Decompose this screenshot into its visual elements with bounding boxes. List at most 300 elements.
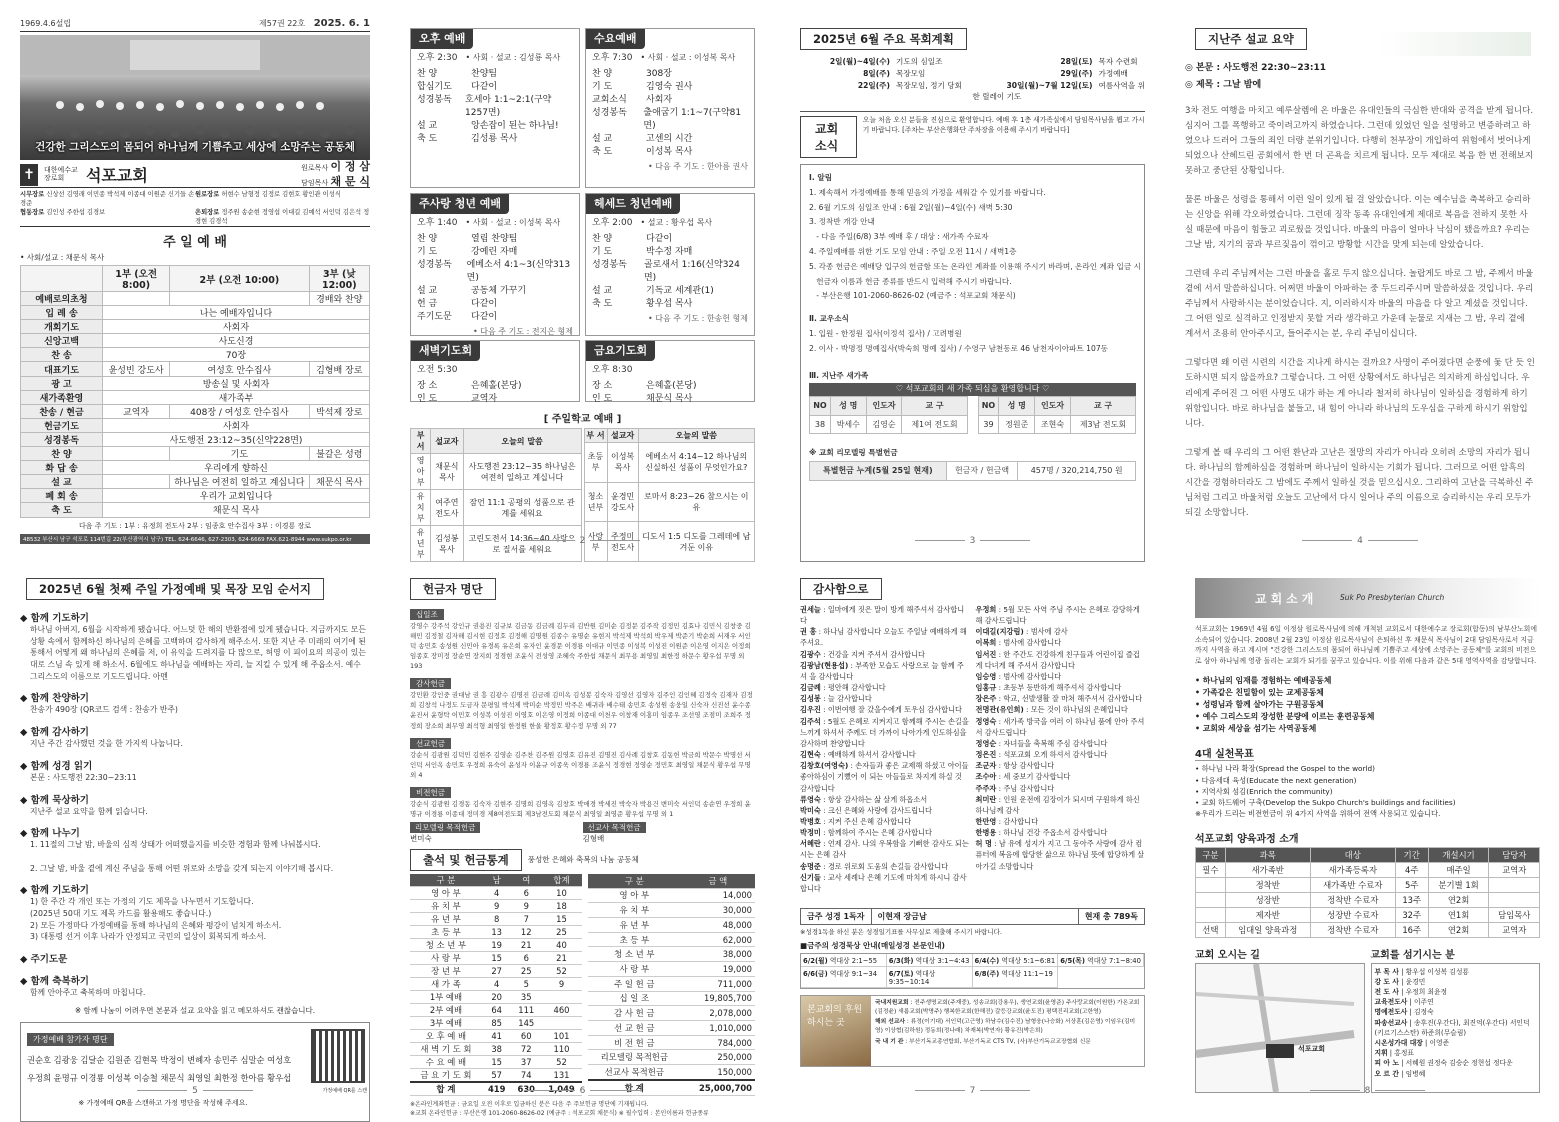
section-text: 하나님 아버지, 6월을 시작하게 됐습니다. 어느덧 한 해의 반환점에 있게 됐습니다. 지금까지도 모든 상황 속에서 함께하신 하나님의 은혜를 고백하며 감사하게 해주소서. 또한 지난 주 미래의 여기에 된 통해서 어떻게 왜 하나님의 은혜를 저, 이 유익을 드려지를 다 많으로, 허영 이 피이요의 의공이 있는 대로 스님 속 있게 해 하소서. 6월에도 하나님을 예배하는 자리, 늘 지킬 수 있게 해 주옵소서. 예수 그리스도의 이름으로 기도드립니다. 아멘	[30, 625, 366, 681]
news-intro: 오늘 처음 오신 분들을 진심으로 환영합니다. 예배 후 1층 새가족실에서 담임목사님을 뵙고 가시기 바랍니다. [주차는 부산은행화단 주차장을 이용해 주시기 바랍니다]	[862, 116, 1145, 134]
purpose-offerings: 리모델링 목적헌금 변미숙 선교사 목적헌금 김형배	[410, 822, 755, 844]
training-row: 선택 임대일 양육과정 정착반 수료자 16주 연2회 교역자	[1196, 922, 1540, 937]
participants-note: ※ 가정예배 QR을 스캔하고 가정 명단을 작성해 주세요.	[78, 1098, 248, 1107]
sermon-body	[1185, 104, 1535, 521]
remodel-fund: 특별헌금 누계(5월 25일 현재) 헌금자 / 헌금액 457명 / 320,214,750 원	[809, 461, 1136, 481]
service-item: 기 도 김영숙 권사	[592, 82, 693, 93]
thanks-item: 박미숙 : 크신 은혜와 사랑에 감사드립니다	[800, 805, 932, 815]
directions-title: 교회 오시는 길	[1195, 949, 1260, 961]
attendance-row: 오 후 예 배 41 60 101	[410, 1029, 582, 1042]
attendance-row: 초 등 부 13 12 25	[410, 925, 582, 938]
intro-header	[1195, 578, 1540, 618]
section-heading: ◆ 함께 묵상하기	[20, 794, 89, 806]
attendance-row: 새 가 족 4 5 9	[410, 977, 582, 990]
offering-row: 주 일 헌 금 711,000	[588, 976, 755, 991]
offering-row: 청 소 년 부 38,000	[588, 947, 755, 962]
section-text: 찬송가 490장 (QR코드 검색 : 찬송가 반주)	[30, 705, 178, 715]
ministry-item: • 성령님과 함께 살아가는 구원공동체	[1195, 699, 1324, 709]
bible-day: 6/6(금) 역대상 9:1~34	[801, 967, 887, 988]
offering-group-title: 감사헌금	[410, 678, 451, 689]
ministry-item: • 예수 그리스도의 장성한 분량에 이르는 훈련공동체	[1195, 712, 1375, 722]
worship-row: 화 답 송 우리에게 향하신	[21, 461, 370, 475]
sermon-paragraph: 그렇다면 왜 이런 시련의 시간을 지나게 하시는 걸까요? 사명이 주어졌다면 순풍에 돛 단 듯 인도하시면 되지 않을까요? 그렇습니다. 그 어떤 상황에서도 하나님은 의지하게 하심입니다. 우리에게 주어진 그 어떤 사명도 내가 하는 게 아니라 철저히 하나님이 일하심을 경험하게 하기 위함입니다. 바로 하나님을 붙들고, 내 힘이 아니라 하나님의 도우심을 구하게 하시기 위함입니다.	[1185, 358, 1535, 429]
attendance-table: 구 분 남 여 합계 영 아 부 4 6 10 유 치 부 9 9 18 유 년 부 8 7 15 초 등 부 13 12 25 청 소 년 부 19 21 40 사 랑 부 15 6 21 장 년 부 27 25 52 새 가 족 4 5 9 1부 예배 20 35 2부 예배 64 111 460 3부 예배 85 145 오 후 예 배 41 60 101 새 벽 기 도 회 38 72 110 수 요 예 배 15 37 52 금 요 기 도 회 57 74 131 합 계 419 630 1,049	[410, 874, 582, 1096]
church-name: 석포교회	[86, 166, 148, 185]
service-item: 합심기도 다같이	[417, 82, 498, 93]
plan-title: 2025년 6월 주요 목회계획	[800, 28, 967, 50]
bible-reading-note: ※성경1독을 하신 분은 성경일기표를 사무실로 제출해 주시기 바랍니다.	[800, 928, 1002, 936]
service-item: 설 교 고센의 시간	[592, 134, 693, 145]
section-text: 함께 안아주고 축복하며 마칩니다.	[30, 988, 146, 997]
mission-row: 국 내 기 관 : 부산기독교총연합회, 부산기독교 CTS TV, (사)부산기독교교장협회 신문	[875, 1038, 1091, 1045]
pastors: 원로목사 이 정 삼 담임목사 채 문 식	[301, 160, 370, 188]
worship-row: 찬송 / 현금 교역자 408장 / 여성호 안수집사 박석제 장로	[21, 404, 370, 418]
service-item: 설 교 앙손잡이 된는 하나님!	[417, 121, 559, 132]
service-item: 성경봉독 골로새서 1:16(신약324면)	[592, 260, 740, 284]
thanks-item: 임승영 : 범사에 감사합니다	[975, 671, 1062, 681]
thanks-item: 정영순 : 자녀들을 축복해 주심 감사합니다	[975, 738, 1108, 748]
thanks-item: 장은주 : 학교, 선발생활 잘 마쳐 해주셔서 감사합니다	[975, 694, 1143, 704]
thanks-item: 조수아 : 세 중보기 감사합니다	[975, 772, 1071, 782]
sunday-school-title: [ 주일학교 예배 ]	[543, 414, 622, 425]
sunday-school-left: 부 서 설교자 오늘의 말씀 영아부 채문식 목사 사도행전 23:12~35 하나님은 여전히 일하고 계십니다 유치부 여주연 전도사 잠언 11:1 공평의 성품으로 관계를 세워요 유년부 김성봉 목사 고린도전서 14:36~40 사랑으로 질서를 세워요	[410, 428, 582, 562]
attendance-row: 3부 예배 85 145	[410, 1016, 582, 1029]
plan-item: 29일(주) 가정예배	[1060, 68, 1128, 78]
staff-item: 전 도 사 | 우정희 최윤정	[1374, 988, 1448, 997]
sermon-paragraph: 그런데 우리 주님께서는 그런 바울을 홀로 두지 않으십니다. 놀랍게도 바로 그 밤, 주께서 바울 곁에 서서 말씀하십니다. 어쩌면 바울이 아파하는 중 두드리주시며 말씀하셨을 것입니다. 우리 주님께서 사랑하시는 분이었습니다. 지, 이러하시자 바울의 마음을 다 알고 계셨을 것입니다. 그 어떤 일로 실격하고 인정받지 못할 거라 생각하고 가운데 눈물로 지새는 그 밤, 우리 곁에 계셔서 조용히 안아주시고, 들어주시는 분, 우리 주님이십니다.	[1185, 269, 1534, 340]
mission-bar: 본교회의 후원하시는 곳	[801, 996, 871, 1066]
service-leader: • 사회 · 설교 : 이성복 목사	[465, 217, 561, 227]
cross-logo-icon: ✝	[20, 164, 38, 186]
service-item: 성경봉독 호세아 1:1~2:1(구약1257면)	[417, 95, 552, 119]
plan-list	[800, 56, 1145, 103]
school-row: 유년부 김성봉 목사 고린도전서 14:36~40 사랑으로 질서를 세워요	[411, 526, 582, 562]
map-graphic	[1196, 964, 1354, 1092]
section-heading: ◆ 함께 나누기	[20, 828, 80, 840]
service-title: 오후 예배	[411, 29, 473, 49]
page-1	[20, 18, 370, 543]
training-table: 구분 과목 대상 기간 개설시기 담당자 필수 새가족반 새가족등록자 4주 매주일 교역자 정착반 새가족반 수료자 5주 분기별 1회 성장반 정착반 수료자 13주 연2회 제자반 성장반 수료자 32주 연1회 담임목사 선택 임대일 양육과정 정착반 수료자 16주 연2회 교역자	[1195, 847, 1540, 938]
elders-list: 시무장로 신상선 김영래 이민종 박석제 이종대 이원준 신기들 손경준 원로장로 허현수 남형정 김정로 김현호 황인관 이성식 협동장로 김인성 주한섭 김경보 은퇴장로 정주원 송순현 정영섭 이대길 김예석 서인덕 김은석 정경현 김경석	[20, 188, 370, 227]
service-item: 기 도 박수정 자매	[592, 247, 693, 258]
goal-item: • 하나님 나라 확장(Spread the Gospel to the world)	[1195, 764, 1376, 774]
training-row: 제자반 성장반 수료자 32주 연1회 담임목사	[1196, 907, 1540, 922]
worship-leader: • 사회/설교 : 채문식 목사	[20, 253, 105, 262]
worship-row: 성경봉독 사도행전 23:12~35(신약228면)	[21, 432, 370, 446]
worship-row: 설 교 하나님은 여전히 일하고 계십니다 채문식 목사	[21, 475, 370, 489]
offering-group-title: 선교헌금	[410, 738, 451, 749]
new-family-right: NO 성 명 인도자 교 구 39 정원준 조현숙 제3남 전도회	[978, 396, 1137, 434]
service-item: 장 소 은혜홀(본당)	[417, 380, 522, 391]
service-item: 헌 금 다같이	[417, 299, 498, 310]
notice-item: 2. 6월 기도의 심일조 안내 : 6월 2일(월)~4일(수) 새벽 5:30	[809, 202, 1013, 212]
congregation-photo	[20, 35, 370, 160]
thanks-item: 김우진 : 이번여행 잘 갔을수에게 토우심 감사합니다	[800, 705, 962, 715]
page-number: 5	[20, 1086, 370, 1096]
mission-row: 국내지원교회 : 전주생명교회(주재중), 성송교회(강용우), 생연교회(윤영준) 주사랑교회(이원한) 가온교회(김정윤) 새롬교회(박명주) 행복한교회(한해진) 갈등강교회(윤도진) 평택진리교회(고한영)	[875, 1000, 1140, 1015]
sermon-paragraph: 3차 전도 여행을 마치고 예루살렘에 온 바울은 유대인들의 극심한 반대와 공격을 받게 됩니다. 심지어 그를 폭행하고 죽이려고까지 하였습니다. 그런데 있었던 일을 설명하고 변증하려고 하였으나 드러어 그들의 죄인 더량 분위기입니다. 다행히 천부장이 개입하여 위험에서 벗어나게 되었으나 산헤드린 공회에서 한 번 더 곤욕을 치르게 됩니다. 모두 제대로 복음 한 번 전해보지 못하고 중단된 상황입니다.	[1185, 106, 1534, 177]
notice-item: 5. 각종 헌금은 예배당 입구의 헌금함 또는 온라인 계좌를 이용해 주시기 바라며, 온라인 계좌 입금 시	[809, 261, 1141, 271]
offering-table: 구 분 금 액 영 아 부 14,000 유 치 부 30,000 유 년 부 48,000 초 등 부 62,000 청 소 년 부 38,000 사 랑 부 19,000 주 일 헌 금 711,000 십 일 조 19,805,700 감 사 헌 금 2,078,000 선 교 헌 금 1,010,000 비 전 헌 금 784,000 리모델링 목적헌금 250,000 선교사 목적헌금 150,000 합 계 25,000,700	[588, 874, 755, 1096]
attendance-row: 유 치 부 9 9 18	[410, 899, 582, 912]
school-row: 초등부 이성복 목사 에베소서 4:14~12 하나님의 신실하신 성품이 무엇인가요?	[584, 443, 755, 483]
school-row: 사랑부 주정미 전도사 디도서 1:5 디도를 그레데에 남겨둔 이유	[584, 522, 755, 562]
service-item: 찬 양 열림 찬양팀	[417, 233, 518, 244]
bible-day: 6/3(화) 역대상 3:1~4:43	[887, 954, 973, 967]
offering-row: 선 교 헌 금 1,010,000	[588, 1021, 755, 1036]
thanks-item: 한만영 : 감사합니다	[975, 816, 1039, 826]
notice-list	[809, 186, 1141, 304]
notice-item: 1. 제속해서 가정예배를 통해 믿음의 가정을 세워갈 수 있기를 바랍니다.	[809, 187, 1046, 197]
thanks-item: 주주자 : 주님 감사합니다	[975, 783, 1055, 793]
staff-item: 강 도 사 | 윤경민	[1374, 977, 1426, 986]
thanks-item: 김주석 : 5월도 은혜로 지켜지고 함께해 주시는 손길을 느끼게 하셔서 주께도 더 가까이 나아가게 인도하심을 감사하며 찬양합니다	[800, 716, 969, 748]
four-goals-title: 4대 실천목표	[1195, 745, 1254, 761]
service-item: 축 도 김성룡 목사	[417, 134, 518, 145]
church-address: 48532 부산시 남구 석포로 114번길 22(부산광역시 남구) TEL. 624-6646, 627-2303, 624-6669 FAX.621-8944 www.sukpo.or.kr	[20, 534, 370, 544]
bible-day: 6/2(월) 역대상 2:1~55	[801, 954, 887, 967]
training-row: 성장반 정착반 수료자 13주 연2회	[1196, 892, 1540, 907]
section-heading: ◆ 함께 감사하기	[20, 727, 89, 739]
offering-row: 십 일 조 19,805,700	[588, 991, 755, 1006]
attendance-row: 2부 예배 64 111 460	[410, 1003, 582, 1016]
intro-title: 교회소개	[1255, 592, 1318, 606]
page-7	[800, 578, 1145, 1098]
offering-row: 감 사 헌 금 2,078,000	[588, 1006, 755, 1021]
thanks-title: 감사함으로	[800, 578, 882, 600]
sermon-summary-title: 지난주 설교 요약	[1195, 28, 1307, 50]
worship-row: 찬 양 기도 불갈은 성령	[21, 447, 370, 461]
offering-row: 선교사 목적헌금 150,000	[588, 1065, 755, 1080]
stats-note: ※온라인계좌헌금 : 금요일 오전 이후로 입금하신 분은 다음 주 주보헌금 명단에 기재됩니다. ※교회 온라인헌금 : 부산은행 101-2060-8626-02 (예금주 : 석포교회 채문식) ※ 필수입력 : 본인이름과 헌금종류	[410, 1100, 709, 1117]
offering-row: 유 년 부 48,000	[588, 917, 755, 932]
thanks-item: 정은진 : 석포교회 오게 하셔서 감사합니다	[975, 750, 1108, 760]
page-5	[20, 578, 370, 1107]
thanks-item: 임서진 : 한 주간도 건강하게 친구들과 어린이집 즐겁게 다녀게 해 주셔서 감사합니다	[975, 649, 1140, 670]
section-text: 1) 한 주간 각 개인 또는 가정의 기도 제목을 나누면서 기도합니다. (2025년 50대 기도 제목 카드를 활용해도 좋습니다.) 2) 모든 가정마다 가정예배를 통해 하나님의 은혜와 평강이 넘치게 하소서. 3) 대통령 선거 이후 나라가 안정되고 국민의 일상이 회복되게 하소서.	[30, 897, 282, 942]
vision-banner: 건강한 그리스도의 몸되어 하나님께 기쁨주고 세상에 소망주는 공동체	[35, 141, 355, 153]
service-item: 인 도 교역자	[417, 394, 498, 405]
section-heading: ◆ 함께 기도하기	[20, 885, 89, 897]
section-heading: ◆ 함께 기도하기	[20, 613, 89, 624]
worship-row: 찬 송 70장	[21, 348, 370, 362]
attendance-row: 사 랑 부 15 6 21	[410, 951, 582, 964]
service-title: 주사랑 청년 예배	[411, 194, 509, 214]
thanks-left	[800, 604, 970, 904]
plan-item: 8일(주) 목장모임	[863, 68, 926, 78]
thanks-item: 한병용 : 하나님 건강 주옵소서 감사합니다	[975, 828, 1108, 838]
thanks-item: 김광수 : 건강을 지켜 주셔서 감사합니다	[800, 649, 925, 659]
page-4	[1185, 28, 1535, 548]
masthead	[20, 18, 370, 32]
ministry-item: • 가족같은 친밀함이 있는 교제공동체	[1195, 687, 1324, 697]
offering-names	[410, 602, 755, 819]
worship-title: 주 일 예 배	[163, 235, 227, 250]
sunday-school-right: 부 서 설교자 오늘의 말씀 초등부 이성복 목사 에베소서 4:14~12 하나님의 신실하신 성품이 무엇인가요? 청소년부 윤경민 강도사 로마서 8:23~26 참으시는 이유 사랑부 주정미 전도사 디도서 1:5 디도를 그레데에 남겨둔 이유	[584, 428, 756, 562]
service-leader: • 설교 : 황우섭 목사	[640, 217, 713, 227]
page-number: 7	[800, 1086, 1145, 1096]
map	[1195, 963, 1365, 1093]
section-text: 1. 11절의 그날 밤, 바울의 심적 상태가 어떠했을지를 비슷한 경험과 함께 나눠봅시다. 2. 그날 밤, 바울 곁에 계신 주님을 통해 어떤 위로와 소망을 갖게 되는지 이야기해 봅시다.	[30, 840, 334, 873]
service-leader: • 사회 · 설교 : 이성복 목사	[640, 52, 736, 62]
participants-line-1: 권순호 김광웅 김달순 김원준 김현목 박정이 변혜자 송민주 심말순 여성호	[27, 1054, 292, 1065]
offering-group-names: 강순식 김광원 김경동 김숙자 김현주 김명희 김영옥 김창호 박애경 박세진 박숙자 박용건 변미숙 서인덕 송순연 우정희 윤명규 이경룡 이종대 정미경 제8여전도회 제3남전도회 채문식 최영일 최영준 황우섭 무명 외 1	[410, 799, 751, 818]
plan-item: 22일(주) 목장모임, 정기 당회	[857, 80, 962, 90]
ministry-item: • 교회와 세상을 섬기는 사역공동체	[1195, 724, 1317, 734]
thanks-item: 권세늘 : 일마에게 짓은 말이 방게 해주셔서 감사합니다	[800, 605, 965, 626]
five-ministries	[1195, 675, 1540, 735]
section-text: 본문 : 사도행전 22:30~23:11	[30, 772, 137, 782]
service-item: 성경봉독 에베소서 4:1~3(신약313면)	[417, 260, 571, 284]
service-time: 오후 2:00	[592, 217, 633, 228]
qr-code-icon	[313, 1031, 363, 1081]
offering-row: 리모델링 목적헌금 250,000	[588, 1050, 755, 1065]
plan-item: 30일(월)~7월 12일(토) 여름사역을 위한 릴레이 기도	[972, 80, 1145, 102]
service-box	[585, 28, 755, 188]
service-item: 축 도 황우섭 목사	[592, 299, 693, 310]
participants-line-2: 우정희 윤명규 이경룡 이성복 이승철 채문식 최영일 최한정 한아름 황우섭	[27, 1072, 292, 1083]
map-church-label: 석포교회	[1298, 1044, 1326, 1053]
bible-reading-bar: 금주 성경 1독자 이현재 장금남 현재 총 789독	[800, 908, 1145, 925]
thanks-item: 서혜란 : 언제 감사. 나의 우복함을 기뻐한 감사도 되는 시는 은혜 감사	[800, 839, 969, 860]
service-note: • 다음 주 기도 : 한아름 권사	[648, 162, 748, 172]
staff-item: 교육전도사 | 이주연	[1374, 998, 1434, 1007]
thanks-item: 이대길(지강림) : 범사에 감사	[975, 627, 1068, 637]
thanks-right	[976, 604, 1146, 904]
sermon-text: ◎ 본문 : 사도행전 22:30~23:11	[1185, 63, 1326, 73]
worship-order-table: 1부 (오전 8:00) 2부 (오전 10:00) 3부 (낮 12:00) 예배로의초청 경배와 찬양 입 례 송 나는 예배자입니다 개회기도 사회자 신앙고백 사도신경 찬 송 70장 대표기도 윤성빈 강도사 여성호 안수집사 김형배 장로 광 고 방송실 및 사회자 새가족환영 새가족부 찬송 / 현금 교역자 408장 / 여성호 안수집사 박석제 장로 헌금기도 사회자 성경봉독 사도행전 23:12~35(신약228면) 찬 양 기도 불갈은 성령 화 답 송 우리에게 향하신 설 교 하나님은 여전히 일하고 계십니다 채문식 목사 폐 회 송 우리가 교회입니다 축 도 채문식 목사	[20, 265, 370, 518]
service-item: 축 도 이성복 목사	[592, 147, 693, 158]
school-row: 영아부 채문식 목사 사도행전 23:12~35 하나님은 여전히 일하고 계십니다	[411, 454, 582, 490]
service-title: 금요기도회	[586, 341, 655, 361]
family-worship-title: 2025년 6월 첫째 주일 가정예배 및 목장 모임 순서지	[26, 578, 324, 600]
training-title: 석포교회 양육과정 소개	[1195, 833, 1299, 845]
offering-row: 영 아 부 14,000	[588, 888, 755, 903]
founded-date: 1969.4.6설립	[20, 19, 72, 28]
section-heading: ◆ 함께 찬양하기	[20, 693, 89, 705]
service-item: 설 교 기독교 세계관(1)	[592, 286, 714, 297]
bible-day: 6/5(목) 역대상 7:1~8:40	[1058, 954, 1144, 967]
offering-group-title: 비전헌금	[410, 787, 451, 798]
page-number: 3	[800, 536, 1145, 546]
member-item: 1. 입원 - 한정원 집사(이정석 집사) / 고려병원	[809, 329, 962, 339]
member-news	[809, 327, 1136, 357]
page-number: 4	[1185, 536, 1535, 546]
thanks-item: 우정희 : 5월 모든 사역 주님 주시는 은혜로 감당하게 해 감사드립니다	[975, 605, 1140, 626]
staff-item: 명예전도사 | 김정숙	[1374, 1008, 1434, 1017]
participants-box	[20, 1022, 370, 1122]
attendance-row: 1부 예배 20 35	[410, 990, 582, 1003]
plan-item: 2일(월)~4일(수) 기도의 심일조	[829, 57, 943, 66]
stats-subtitle: 풍성한 은혜와 축복의 나눔 공동체	[527, 855, 639, 865]
sermon-title: ◎ 제목 : 그날 밤에	[1185, 80, 1262, 90]
volume: 제57권	[259, 19, 285, 28]
thanks-item: 박정미 : 함께하여 주시는 은혜 감사합니다	[800, 828, 932, 838]
worship-row: 헌금기도 사회자	[21, 418, 370, 432]
worship-row: 폐 회 송 우리가 교회입니다	[21, 489, 370, 503]
goal-item: • 교회 하드웨어 구축(Develop the Sukpo Church's buildings and facilities)	[1195, 798, 1456, 808]
service-box	[585, 340, 755, 405]
offering-group-title: 십일조	[410, 609, 444, 620]
notice-item: - 부산은행 101-2060-8626-02 (예금주 : 석포교회 채문식)	[809, 291, 1016, 301]
service-time: 오후 2:30	[417, 52, 458, 63]
attendance-row: 영 아 부 4 6 10	[410, 886, 582, 899]
worship-row: 예배로의초청 경배와 찬양	[21, 292, 370, 306]
service-title: 헤세드 청년예배	[586, 194, 680, 214]
page-number: 8	[1195, 1086, 1540, 1096]
service-item: 성경봉독 출애굽기 1:1~7(구약81면)	[592, 108, 742, 132]
family-worship-order	[20, 610, 370, 999]
stats-title: 출석 및 헌금통계	[410, 849, 522, 871]
senior-pastor: 채 문 식	[330, 174, 370, 188]
bible-plan	[800, 953, 1145, 989]
page-number: 6	[410, 1086, 755, 1096]
bible-day: 6/8(주) 역대상 11:1~19	[973, 967, 1059, 988]
thanks-item: 김현숙 : 예배하게 하셔서 감사합니다	[800, 750, 916, 760]
service-item: 교회소식 사회자	[592, 95, 673, 106]
attendance-row: 새 벽 기 도 회 38 72 110	[410, 1042, 582, 1055]
service-box	[585, 193, 755, 336]
section-text: 지난주 설교 요약을 함께 읽습니다.	[30, 806, 148, 816]
worship-row: 신앙고백 사도신경	[21, 334, 370, 348]
offering-row: 사 랑 부 19,000	[588, 962, 755, 977]
attendance-row: 장 년 부 27 25 52	[410, 964, 582, 977]
notice-item: 4. 주일예배를 위한 기도 모임 안내 : 주일 오전 11시 / 새벽1층	[809, 247, 1017, 257]
page-3	[800, 28, 1145, 548]
thanks-item: 신기들 : 교사 세례나 은혜 기도에 마치게 하시니 감사합니다	[800, 872, 967, 893]
section-heading: ◆ 함께 성경 읽기	[20, 760, 93, 772]
page-2	[410, 28, 755, 559]
service-note: • 다음 주 기도 : 한송헌 형제	[648, 314, 748, 324]
offering-group-names: 강민환 강인중 권대남 권 흥 김광수 김명진 김금례 김미옥 김성봉 김숙자 김영선 김영자 김주인 김인혜 김정숙 김재자 김정희 김창석 나정도 도금자 문평일 박석제 박미순 박정민 박주은 배귀라 배수태 송민호 송성원 송웅일 신숙자 신진선 윤수종 윤진서 윤형탁 이민호 이성복 이성진 이영호 이은영 이정희 이종대 이천우 이창재 이홍미 임종우 조선영 조점미 조희주 정정희 장소희 최무영 최석형 최영일 한정원 한울 황정호 황수정 무명 외 77	[410, 691, 753, 730]
new-family-left: NO 성 명 인도자 교 구 38 박세수 김영순 제1여 전도회	[809, 396, 968, 434]
plan-item: 28일(토) 목자 수련회	[1060, 57, 1138, 66]
school-row: 청소년부 윤경민 강도사 로마서 8:23~26 참으시는 이유	[584, 482, 755, 522]
thanks-item: 김창호(여영숙) : 손자들과 좋은 교제해 하셨고 아이들 좋아하심이 기뻤어 이 되는 아들들로 차지게 하실 것 감사합니다	[800, 761, 969, 793]
thanks-item: 김성봉 : 늘 감사합니다	[800, 694, 872, 704]
mission-box	[800, 995, 1145, 1067]
page-number: 2	[410, 536, 755, 546]
attendance-row: 금 요 기 도 회 57 74 131	[410, 1068, 582, 1082]
news-title: 교회소식	[800, 116, 857, 158]
pastor-emeritus: 이 정 삼	[330, 160, 370, 174]
worship-row: 축 도 채문식 목사	[21, 503, 370, 517]
training-row: 필수 새가족반 새가족등록자 4주 매주일 교역자	[1196, 862, 1540, 877]
section-heading: ◆ 주기도문	[20, 954, 68, 965]
service-box	[410, 28, 580, 188]
worship-row: 새가족환영 새가족부	[21, 390, 370, 404]
staff-list	[1371, 963, 1541, 1093]
news-box: Ⅰ. 알림 1. 제속해서 가정예배를 통해 믿음의 가정을 세워갈 수 있기를 바랍니다. 2. 6월 기도의 심일조 안내 : 6월 2일(월)~4일(수) 새벽 5:30 3. 정착반 개강 안내 - 다음 주일(6/8) 3부 예배 후 / 대상 : 새가족 수료자 4. 주일예배를 위한 기도 모임 안내 : 주일 오전 11시 / 새벽1층 5. 각종 헌금은 예배당 입구의 헌금함 또는 온라인 계좌를 이용해 주시기 바라며, 온라인 계좌 입금 시 헌금자 이름과 헌금 종류를 반드시 입력해 주시기 바랍니다. - 부산은행 101-2060-8626-02 (예금주 : 석포교회 채문식) Ⅱ. 교우소식 1. 입원 - 한정원 집사(이정석 집사) / 고려병원 2. 이사 - 박명정 명예집사(박숙희 명예 집사) / 수영구 남천동로 46 남천자이아파트 107동 Ⅲ. 지난주 새가족 ♡ 석포교회의 새 가족 되심을 환영합니다 ♡ NO 성 명 인도자 교 구 38 박세수 김영순 제1여 전도회 NO 성 명 인도자 교 구 39 정원준 조현숙 제3남 전도회 ※ 교회 리모델링 특별헌금 특별헌금 누계(5월 25일 현재) 헌금자 / 헌금액 457명 / 320,214,750 원	[800, 164, 1145, 562]
church-id-bar	[20, 162, 370, 188]
staff-item: 지휘 | 홍정표	[1374, 1049, 1414, 1058]
notice-item: - 다음 주일(6/8) 3부 예배 후 / 대상 : 새가족 수료자	[809, 232, 989, 242]
service-time: 오후 8:30	[592, 364, 633, 375]
offering-group-names: 강순식 김광원 김덕민 김현주 김영순 김주찬 김주원 김영호 김유진 김명진 김사례 김창호 김동헌 박금희 박문수 박명선 서인덕 서인옥 송민호 우정희 유숙이 윤성자 이윤규 이종욱 이경룡 조윤식 정경현 정영순 정민호 최영일 채문식 황우섭 무명 외 4	[410, 750, 751, 779]
worship-row: 개회기도 사회자	[21, 320, 370, 334]
member-item: 2. 이사 - 박명정 명예집사(박숙희 명예 집사) / 수영구 남천동로 46 남천자이아파트 107동	[809, 343, 1108, 353]
school-row: 유치부 여주연 전도사 잠언 11:1 공평의 성품으로 관계를 세워요	[411, 490, 582, 526]
staff-item: 시온성가대 대장 | 이영준	[1374, 1039, 1450, 1047]
offering-group-names: 강영수 강주석 강인규 권용진 김규보 김금동 김금례 김두리 김반원 김미순 김정문 김주작 김정민 김효나 김민식 김창중 김해민 김정철 김자해 김시현 김정호 김정해 김명원 김종수 유명순 유현지 박석제 박석희 박우제 박준기 박순희 서재우 서인덕 송민호 송성원 신민아 유경록 유은희 유자인 윤경문 이경룡 이대규 이민종 이성복 이성진 이원준 이은영 이지은 이정희 임종호 장미정 장순연 장지희 정경현 조윤식 전성영 조혜숙 주한섭 채문식 최무용 최영일 최한정 하문수 황우섭 무명 외 193	[410, 622, 751, 671]
issue: 22호	[287, 19, 306, 28]
worship-row: 광 고 방송실 및 사회자	[21, 376, 370, 390]
thanks-item: 정영숙 : 새가족 방국을 여러 이 하나님 품에 안아 주셔서 감사드립니다	[975, 716, 1145, 737]
notice-item: 3. 정착반 개강 안내	[809, 217, 875, 227]
service-item: 찬 양 308장	[592, 68, 672, 79]
four-goals	[1195, 763, 1540, 819]
attendance-row: 청 소 년 부 19 21 40	[410, 938, 582, 951]
thanks-item: 송명준 : 경로 위로회 도움의 손길들 감사합니다	[800, 861, 949, 871]
service-item: 인 도 채문식 목사	[592, 394, 693, 405]
thanks-item: 임홍규 : 초등부 등반하게 해주셔서 감사합니다	[975, 683, 1122, 693]
sermon-paragraph: 그렇게 볼 때 우리의 그 어떤 환난과 고난은 절망의 자리가 아니라 오히려 소망의 자리가 됩니다. 하나님의 함께하심을 경험하며 하나님이 일하시는 기회가 됩니다. 그러므로 어떤 암흑의 시간을 경험하더라도 그 밤에도 주께서 일하실 것을 믿으십시오. 그리하여 고난을 극복하신 주님처럼 그리고 바울처럼 오늘도 고난에서 다시 일어나 주의 이름으로 승리하시는 우리 모두가 되길 소망합니다.	[1185, 447, 1534, 518]
service-item: 기 도 강예린 자매	[417, 247, 518, 258]
service-item: 찬 양 찬양팀	[417, 68, 498, 79]
worship-row: 입 례 송 나는 예배자입니다	[21, 306, 370, 320]
thanks-item: 허 명 : 남 유에 성지가 지고 그 동아주 사랑에 감사 컴퓨터에 복음에 합당한 삶으로 하나님 뜻에 합당하게 살아가길 소망합니다	[975, 839, 1145, 871]
participants-title: 가정예배 참가자 명단	[27, 1033, 114, 1046]
offering-row: 비 전 헌 금 784,000	[588, 1035, 755, 1050]
service-time: 오후 7:30	[592, 52, 633, 63]
welcome-banner: ♡ 석포교회의 새 가족 되심을 환영합니다 ♡	[809, 383, 1136, 396]
service-item: 설 교 공동체 가꾸기	[417, 286, 527, 297]
church-note: 대한예수교 장로회	[44, 165, 78, 182]
offering-row: 초 등 부 62,000	[588, 932, 755, 947]
thanks-item: 최미란 : 인원 운전에 김장이가 되시며 구원하게 하신 하나님께 감사	[975, 794, 1140, 815]
staff-title: 교회를 섬기시는 분	[1370, 949, 1455, 961]
qr-label: 가정예배 QR를 스캔	[322, 1087, 367, 1094]
attendance-row: 유 년 부 8 7 15	[410, 912, 582, 925]
thanks-item: 이복희 : 범사에 감사합니다	[975, 638, 1062, 648]
thanks-item: 권 흥 : 하나님 감사합니다 오늘도 주일날 예배하게 해 주셔요.	[800, 627, 967, 648]
section-heading: ◆ 함께 축복하기	[20, 976, 89, 987]
page-8	[1195, 578, 1540, 1098]
offering-list-title: 헌금자 명단	[410, 578, 496, 600]
worship-row: 대표기도 윤성빈 강도사 여성호 안수집사 김형배 장로	[21, 362, 370, 376]
notice-item: 헌금자 이름과 헌금 종류를 반드시 입력해 주시기 바랍니다.	[809, 276, 1012, 286]
ministry-item: • 하나님의 임재를 경험하는 예배공동체	[1195, 675, 1332, 685]
thanks-item: 김광남(현용섭) : 부족한 모습도 사랑으로 늘 함께 주셔 을 감사합니다	[800, 660, 964, 681]
offering-row: 유 치 부 30,000	[588, 903, 755, 918]
goal-item: • 다음세대 육성(Educate the next generation)	[1195, 775, 1357, 785]
service-box	[410, 193, 580, 336]
page-6	[410, 578, 755, 1117]
bible-day: 6/4(수) 역대상 5:1~6:81	[973, 954, 1059, 967]
thanks-item: 전명관(유인희) : 모든 것이 하나님의 은혜입니다	[975, 705, 1128, 715]
service-item: 주기도문 다같이	[417, 312, 498, 323]
thanks-item: 조군자 : 항상 감사합니다	[975, 761, 1055, 771]
thanks-item: 류영숙 : 항상 감사하는 삶 살게 하옵소서	[800, 794, 928, 804]
attendance-row: 수 요 예 배 15 37 52	[410, 1055, 582, 1068]
issue-date: 2025. 6. 1	[313, 18, 370, 29]
family-worship-note: ※ 함께 나눔이 어려우면 본문과 설교 요약을 읽고 메모하셔도 괜찮습니다.	[74, 1005, 316, 1015]
mission-row: 해외 선교사 : 류정(이기대) 서인덕(고근영) 하남수(김수진) 남형웅(나승화) 서상훈(김은영) 이임우(김미영) 이상협(김하원) 정동희(정나래) 차재복(박연자) 황유진(박은희)	[875, 1019, 1136, 1035]
service-leader: • 사회 · 설교 : 김성룡 목사	[465, 52, 561, 62]
service-item: 장 소 은혜홀(본당)	[592, 380, 697, 391]
section-text: 지난 주간 감사했던 것을 한 가지씩 나눕니다.	[30, 739, 183, 749]
staff-item: 오 르 간 | 임병혜	[1374, 1069, 1426, 1078]
next-week-prayer: 다음 주 기도 : 1부 : 유정희 전도사 2부 : 임종호 안수집사 3부 : 이경룡 장로	[79, 521, 311, 530]
staff-item: 파송선교사 | 송후진(우간다), 최진억(우간다) 서인덕(키르기스스탄) 하준희(무슬림)	[1374, 1018, 1530, 1037]
service-time: 오후 1:40	[417, 217, 458, 228]
staff-item: 피 아 노 | 서혜원 권정숙 김승순 정현섭 정다운	[1374, 1059, 1513, 1068]
service-time: 오전 5:30	[417, 364, 458, 375]
intro-text: 석포교회는 1969년 4월 6일 이정삼 원로목사님에 의해 개척된 교회로서 대한예수교 장로회(합동)의 남부산노회에 소속되어 있습니다. 2008년 2월 23일 이정삼 원로목사님이 은퇴하신 후 채문식 목사님이 2대 담임목사로서 지금까지 사역을 하고 계시며 "건강한 그리스도의 몸되어 하나님께 기쁨주고 세상에 소망주는 공동체"를 교회의 비전으로 삼아 하나님께 영광 돌리는 교회가 되기를 꿈꾸고 있습니다. 이를 위해 다음과 같은 5대 영역사역을 감당합니다.	[1195, 625, 1537, 666]
sermon-paragraph: 물론 바울은 성령을 통해서 이런 일이 있게 될 걸 알았습니다. 이는 예수님을 축복하고 승리하는 신앙을 위해 각오하였습니다. 그런데 징작 동족 유대인에게 제대로 복음을 전하지 못한 사실 때문에 마음이 힘들고 괴로웠을 것입니다. 바울의 마음이 얼마나 낙심이 됐을까요? 우리는 그날 밤, 지기의 꿈과 부르짖음이 꺾이고 방황할 시간을 맞게 되는데 알았습니다.	[1185, 195, 1531, 251]
service-note: • 다음 주 기도 : 전지은 형제	[473, 327, 573, 337]
intro-title-en: Suk Po Presbyterian Church	[1340, 593, 1445, 602]
